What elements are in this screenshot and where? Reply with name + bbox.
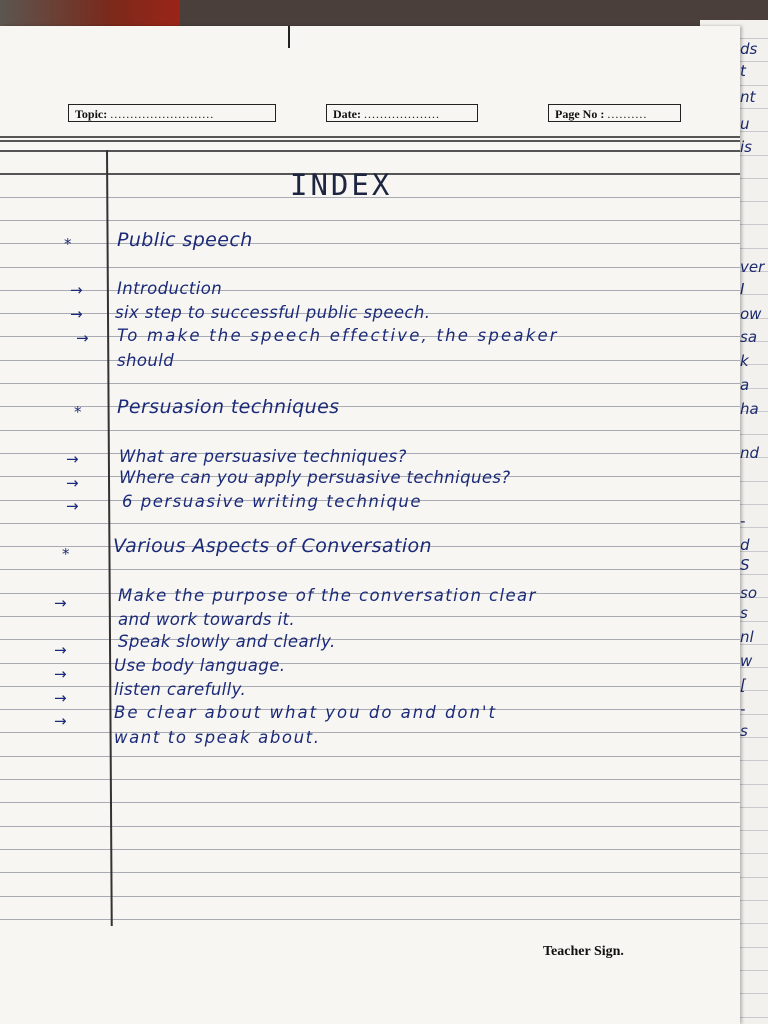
underlying-text-fragment: ds	[740, 40, 758, 58]
ruled-line	[0, 220, 740, 221]
list-item: Speak slowly and clearly.	[118, 632, 336, 651]
list-item: and work towards it.	[118, 610, 296, 629]
list-item: 6 persuasive writing technique	[122, 492, 423, 511]
list-item: Use body language.	[114, 656, 286, 675]
ruled-line	[0, 267, 740, 268]
underlying-text-fragment: nt	[740, 88, 756, 106]
underlying-text-fragment: w	[740, 652, 753, 670]
underlying-text-fragment: [	[740, 676, 746, 694]
arrow-bullet: →	[66, 450, 79, 468]
underlying-text-fragment: ha	[740, 400, 759, 418]
underlying-text-fragment: S	[740, 556, 750, 574]
list-item: Make the purpose of the conversation clear	[118, 586, 537, 605]
arrow-bullet: →	[54, 594, 67, 612]
date-box	[326, 104, 478, 122]
underlying-text-fragment: u	[740, 115, 750, 133]
list-item: should	[117, 351, 175, 370]
header-rule	[0, 140, 740, 142]
star-bullet: *	[64, 235, 72, 253]
underlying-text-fragment: s	[740, 604, 748, 622]
list-item: What are persuasive techniques?	[119, 447, 407, 466]
ruled-line	[0, 686, 740, 687]
arrow-bullet: →	[70, 281, 83, 299]
underlying-text-fragment: k	[740, 352, 749, 370]
teacher-sign-label: Teacher Sign.	[543, 944, 624, 959]
arrow-bullet: →	[66, 497, 79, 515]
star-bullet: *	[62, 545, 70, 563]
ruled-line	[0, 243, 740, 244]
arrow-bullet: →	[76, 329, 89, 347]
underlying-text-fragment: ow	[740, 305, 762, 323]
ruled-line	[0, 290, 740, 291]
underlying-text-fragment: -	[740, 700, 746, 718]
ruled-line	[0, 150, 740, 152]
underlying-text-fragment: I	[740, 280, 745, 298]
topic-dots: ..........................	[110, 107, 215, 121]
underlying-text-fragment: t	[740, 62, 746, 80]
arrow-bullet: →	[54, 665, 67, 683]
page-mark	[288, 26, 290, 48]
section-heading: Persuasion techniques	[117, 396, 340, 418]
list-item: listen carefully.	[114, 680, 247, 699]
underlying-text-fragment: so	[740, 584, 757, 602]
underlying-text-fragment: a	[740, 376, 750, 394]
header-rule	[0, 136, 740, 138]
underlying-text-fragment: s	[740, 722, 748, 740]
ruled-line	[0, 523, 740, 524]
page-no-label: Page No :	[555, 107, 605, 121]
date-dots: ...................	[363, 107, 440, 121]
ruled-line	[0, 360, 740, 361]
list-item: Where can you apply persuasive techniques?	[119, 468, 511, 487]
notebook-page	[0, 26, 740, 1024]
underlying-text-fragment: is	[740, 138, 752, 156]
ruled-line	[0, 616, 740, 617]
page-no-dots: ..........	[607, 107, 648, 121]
list-item: six step to successful public speech.	[115, 303, 431, 322]
arrow-bullet: →	[66, 474, 79, 492]
list-item: Be clear about what you do and don't	[114, 703, 497, 722]
ruled-line	[0, 406, 740, 407]
page-no-box	[548, 104, 681, 122]
section-heading: Public speech	[117, 229, 253, 251]
arrow-bullet: →	[70, 305, 83, 323]
arrow-bullet: →	[54, 689, 67, 707]
underlying-text-fragment: ver	[740, 258, 765, 276]
star-bullet: *	[74, 403, 82, 421]
topic-label: Topic:	[75, 107, 108, 121]
underlying-text-fragment: -	[740, 512, 746, 530]
arrow-bullet: →	[54, 712, 67, 730]
underlying-text-fragment: d	[740, 536, 750, 554]
date-label: Date:	[333, 107, 361, 121]
topic-box	[68, 104, 276, 122]
underlying-text-fragment: sa	[740, 328, 758, 346]
ruled-line	[0, 639, 740, 640]
list-item: Introduction	[117, 279, 223, 298]
arrow-bullet: →	[54, 641, 67, 659]
list-item: To make the speech effective, the speaker	[117, 326, 559, 345]
list-item: want to speak about.	[114, 728, 321, 747]
section-heading: Various Aspects of Conversation	[113, 535, 432, 557]
page-title: INDEX	[290, 168, 393, 202]
underlying-text-fragment: nl	[740, 628, 754, 646]
ruled-line	[0, 663, 740, 664]
ruled-line	[0, 569, 740, 570]
underlying-text-fragment: nd	[740, 444, 760, 462]
ruled-line	[0, 383, 740, 384]
ruled-line	[0, 430, 740, 431]
